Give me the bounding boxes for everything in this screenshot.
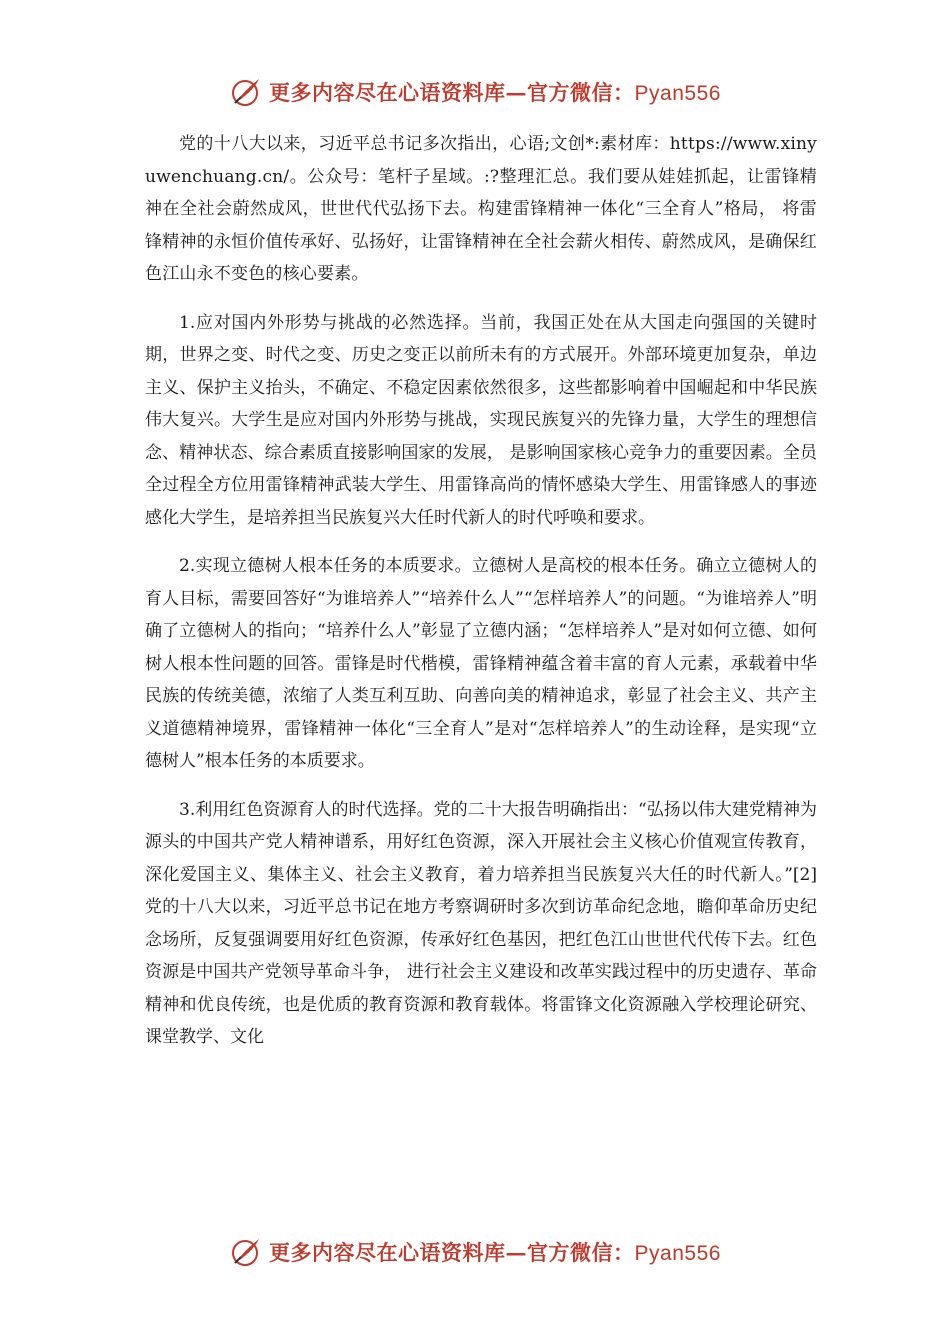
watermark-header — [0, 72, 950, 112]
quill-logo-icon — [229, 1235, 263, 1269]
quill-logo-icon — [229, 75, 263, 109]
paragraph-section-1: 1.应对国内外形势与挑战的必然选择。当前，我国正处在从大国走向强国的关键时期，世界之变、时代之变、历史之变正以前所未有的方式展开。外部环境更加复杂，单边主义、保护主义抬头，不确定、不稳定因素依然很多，这些都影响着中国崛起和中华民族伟大复兴。大学生是应对国内外形势与挑战，实现民族复兴的先锋力量，大学生的理想信念、精神状态、综合素质直接影响国家的发展， 是影响国家核心竞争力的重要因素。全员全过程全方位用雷锋精神武装大学生、用雷锋高尚的情怀感染大学生、用雷锋感人的事迹感化大学生，是培养担当民族复兴大任时代新人的时代呼唤和要求。 — [145, 312, 817, 528]
document-body — [145, 128, 817, 1054]
watermark-footer — [0, 1232, 950, 1272]
paragraph-intro: 党的十八大以来，习近平总书记多次指出，心语;文创*:素材库：https://www.xinyuwenchuang.cn/。公众号：笔杆子星域。:?整理汇总。我们要从娃娃抓起，让雷锋精神在全社会蔚然成风，世世代代弘扬下去。构建雷锋精神一体化“三全育人”格局， 将雷锋精神的永恒价值传承好、弘扬好，让雷锋精神在全社会薪火相传、蔚然成风，是确保红色江山永不变色的核心要素。 — [145, 134, 817, 284]
watermark-text: 更多内容尽在心语资料库—官方微信：Pyan556 — [269, 80, 721, 105]
paragraph-section-2: 2.实现立德树人根本任务的本质要求。立德树人是高校的根本任务。确立立德树人的育人目标，需要回答好“为谁培养人”“培养什么人”“怎样培养人”的问题。“为谁培养人”明确了立德树人的指向；“培养什么人”彰显了立德内涵；“怎样培养人”是对如何立德、如何树人根本性问题的回答。雷锋是时代楷模，雷锋精神蕴含着丰富的育人元素，承载着中华民族的传统美德，浓缩了人类互利互助、向善向美的精神追求，彰显了社会主义、共产主义道德精神境界，雷锋精神一体化“三全育人”是对“怎样培养人”的生动诠释，是实现“立德树人”根本任务的本质要求。 — [145, 556, 817, 771]
paragraph-section-3: 3.利用红色资源育人的时代选择。党的二十大报告明确指出：“弘扬以伟大建党精神为源头的中国共产党人精神谱系，用好红色资源，深入开展社会主义核心价值观宣传教育，深化爱国主义、集体主义、社会主义教育，着力培养担当民族复兴大任的时代新人。”[2] 党的十八大以来，习近平总书记在地方考察调研时多次到访革命纪念地，瞻仰革命历史纪念场所，反复强调要用好红色资源，传承好红色基因，把红色江山世世代代传下去。红色资源是中国共产党领导革命斗争， 进行社会主义建设和改革实践过程中的历史遗存、革命精神和优良传统，也是优质的教育资源和教育载体。将雷锋文化资源融入学校理论研究、课堂教学、文化 — [145, 799, 817, 1047]
watermark-text: 更多内容尽在心语资料库—官方微信：Pyan556 — [269, 1240, 721, 1265]
